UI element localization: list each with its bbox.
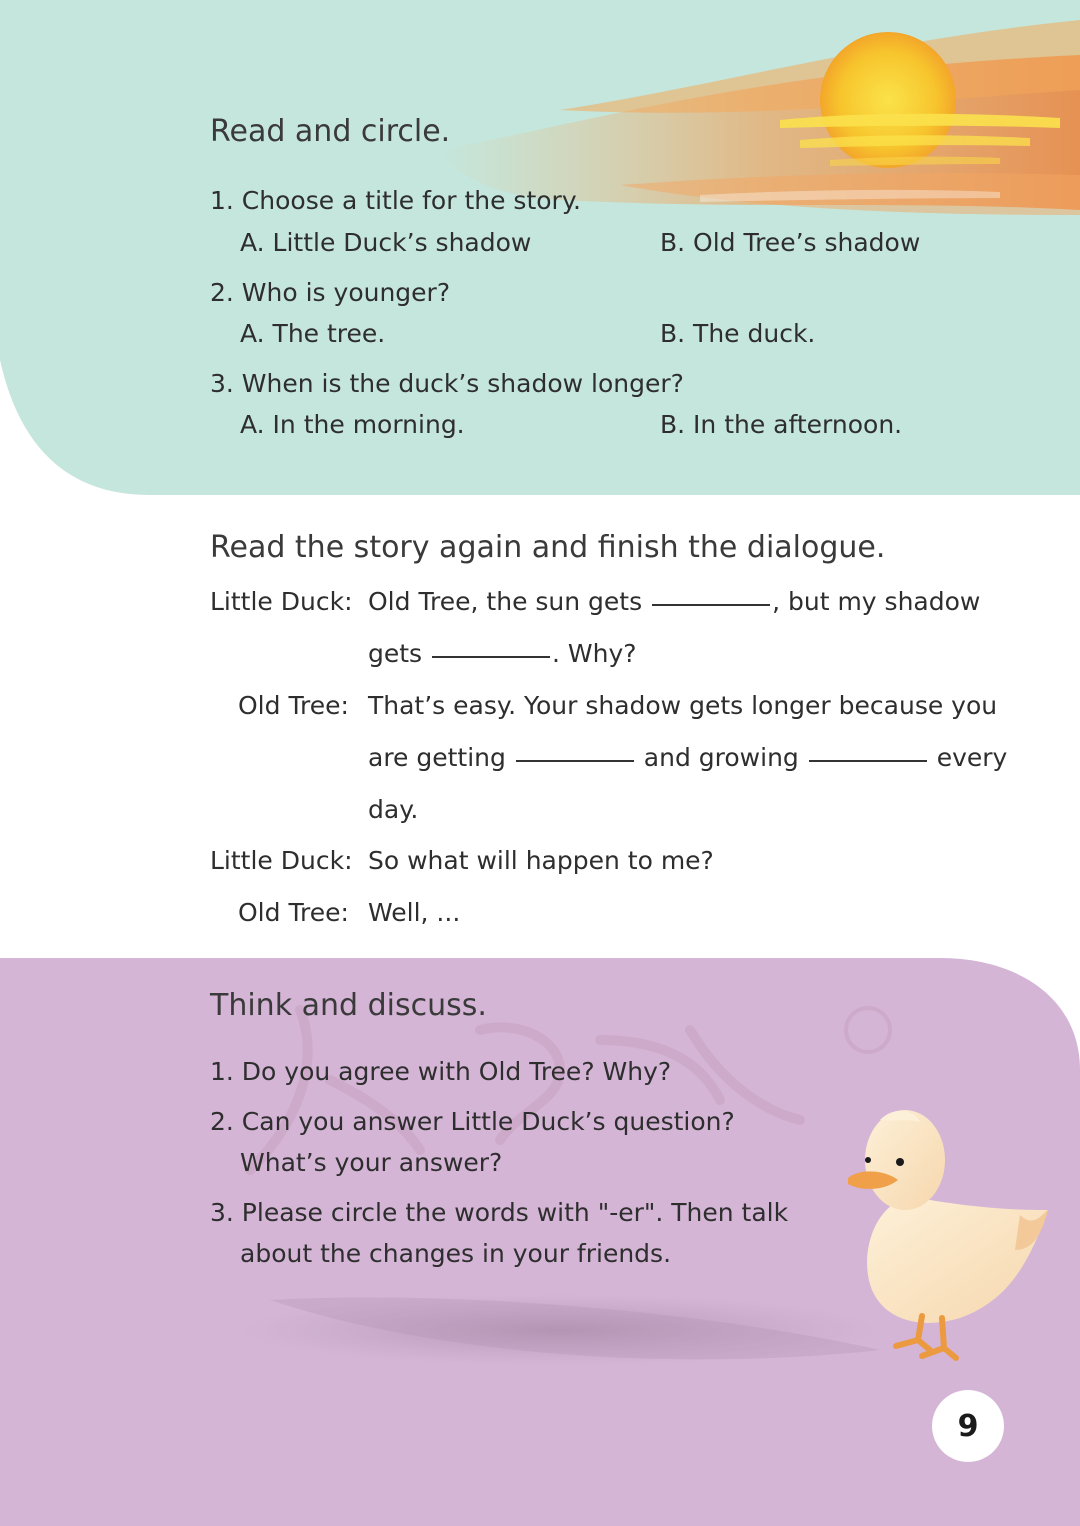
dialogue-line-2: That’s easy. Your shadow gets longer because you bbox=[368, 691, 998, 720]
sun-icon bbox=[820, 32, 956, 168]
dialogue-line-2-end: day. bbox=[368, 795, 419, 824]
blank-2[interactable] bbox=[432, 656, 550, 658]
discuss-item-2-cont: What’s your answer? bbox=[240, 1148, 503, 1177]
speaker-little-duck: Little Duck: bbox=[210, 587, 353, 616]
blank-3[interactable] bbox=[516, 760, 634, 762]
question-1: 1. Choose a title for the story. bbox=[210, 186, 582, 215]
dialogue-line-2-cont bbox=[368, 743, 1007, 772]
question-2: 2. Who is younger? bbox=[210, 278, 451, 307]
dialogue-line-4: Well, ... bbox=[368, 898, 461, 927]
section-heading-read-and-circle: Read and circle. bbox=[210, 114, 451, 149]
discuss-item-2: 2. Can you answer Little Duck’s question? bbox=[210, 1107, 735, 1136]
discuss-item-3-cont: about the changes in your friends. bbox=[240, 1239, 672, 1268]
speaker-old-tree: Old Tree: bbox=[238, 691, 349, 720]
section-heading-think-discuss: Think and discuss. bbox=[210, 988, 487, 1023]
dialogue-line-2-cont-text-b: and growing bbox=[643, 743, 799, 772]
question-3-option-a[interactable]: A. In the morning. bbox=[240, 410, 465, 439]
dialogue-line-3: So what will happen to me? bbox=[368, 846, 714, 875]
dialogue-line-2-cont-text-a: are getting bbox=[368, 743, 506, 772]
dialogue-line-1-cont-text-b: . Why? bbox=[552, 639, 637, 668]
dialogue-line-2-cont-text-c: every bbox=[936, 743, 1008, 772]
speaker-little-duck-2: Little Duck: bbox=[210, 846, 353, 875]
speaker-old-tree-2: Old Tree: bbox=[238, 898, 349, 927]
question-1-option-a[interactable]: A. Little Duck’s shadow bbox=[240, 228, 532, 257]
dialogue-line-1-cont-text-a: gets bbox=[368, 639, 423, 668]
question-2-option-b[interactable]: B. The duck. bbox=[660, 319, 816, 348]
dialogue-line-1-text-b: , but my shadow bbox=[772, 587, 981, 616]
dialogue-line-1-cont bbox=[368, 639, 637, 668]
section-heading-dialogue: Read the story again and finish the dialogue. bbox=[210, 530, 886, 565]
question-3: 3. When is the duck’s shadow longer? bbox=[210, 369, 684, 398]
page-number: 9 bbox=[932, 1390, 1004, 1462]
question-3-option-b[interactable]: B. In the afternoon. bbox=[660, 410, 903, 439]
discuss-item-3: 3. Please circle the words with "-er". Then talk bbox=[210, 1198, 789, 1227]
dialogue-line-1-text-a: Old Tree, the sun gets bbox=[368, 587, 643, 616]
blank-4[interactable] bbox=[809, 760, 927, 762]
dialogue-line-1 bbox=[368, 587, 980, 616]
discuss-item-1: 1. Do you agree with Old Tree? Why? bbox=[210, 1057, 672, 1086]
blank-1[interactable] bbox=[652, 604, 770, 606]
question-2-option-a[interactable]: A. The tree. bbox=[240, 319, 386, 348]
question-1-option-b[interactable]: B. Old Tree’s shadow bbox=[660, 228, 921, 257]
